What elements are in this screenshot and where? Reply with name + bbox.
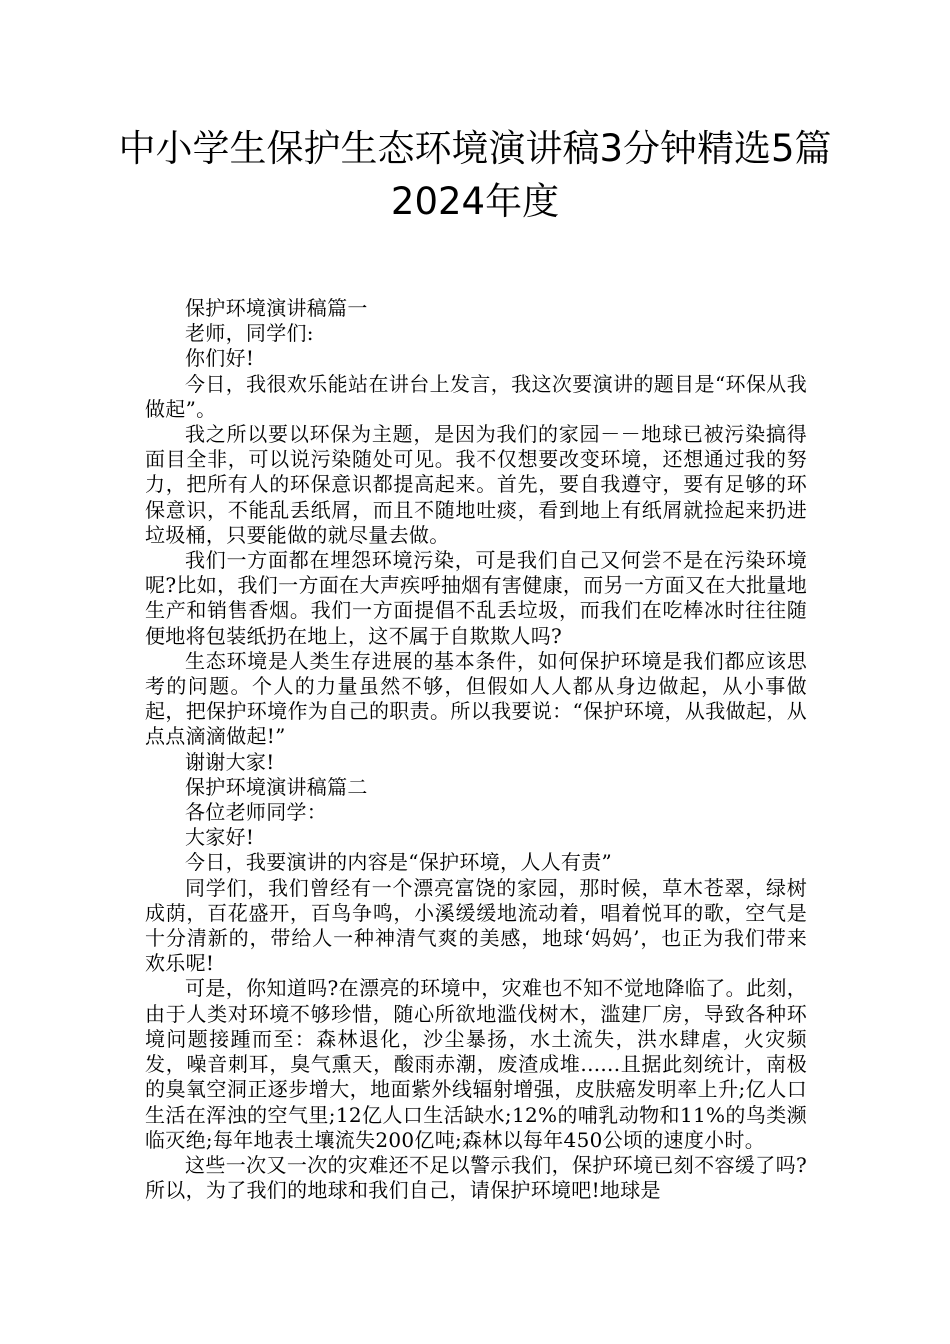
paragraph: 今日，我要演讲的内容是“保护环境，人人有责” — [185, 850, 613, 875]
section-heading-1: 保护环境演讲稿篇一 — [185, 296, 368, 320]
paragraph: 我们一方面都在埋怨环境污染，可是我们自己又何尝不是在污染环境呢?比如，我们一方面在大声疾呼抽烟有害健康，而另一方面又在大批量地生产和销售香烟。我们一方面提倡不乱丢垃圾，而我们在吃棒冰时往往随便地将包装纸扔在地上，这不属于自欺欺人吗? — [145, 548, 807, 648]
paragraph: 生态环境是人类生存进展的基本条件，如何保护环境是我们都应该思考的问题。个人的力量虽然不够，但假如人人都从身边做起，从小事做起，把保护环境作为自己的职责。所以我要说：“保护环境，从我做起，从点点滴滴做起!” — [145, 648, 807, 749]
paragraph: 可是，你知道吗?在漂亮的环境中，灾难也不知不觉地降临了。此刻，由于人类对环境不够珍惜，随心所欲地滥伐树木，滥建厂房，导致各种环境问题接踵而至：森林退化，沙尘暴扬，水土流失，洪水肆虐，火灾频发，噪音刺耳，臭气熏天，酸雨赤潮，废渣成堆......且据此刻统计，南极的臭氧空洞正逐步增大，地面紫外线辐射增强，皮肤癌发明率上升;亿人口生活在浑浊的空气里;12亿人口生活缺水;12%的哺乳动物和11%的鸟类濒临灭绝;每年地表土壤流失200亿吨;森林以每年450公顷的速度小时。 — [145, 976, 807, 1152]
closing: 谢谢大家! — [185, 749, 275, 774]
paragraph: 我之所以要以环保为主题，是因为我们的家园－－地球已被污染搞得面目全非，可以说污染随处可见。我不仅想要改变环境，还想通过我的努力，把所有人的环保意识都提高起来。首先，要自我遵守，要有足够的环保意识，不能乱丢纸屑，而且不随地吐痰，看到地上有纸屑就捡起来扔进垃圾桶，只要能做的就尽量去做。 — [145, 422, 807, 547]
salutation: 各位老师同学： — [185, 800, 328, 825]
paragraph: 这些一次又一次的灾难还不足以警示我们，保护环境已刻不容缓了吗?所以，为了我们的地球和我们自己，请保护环境吧!地球是 — [145, 1152, 807, 1203]
greeting: 大家好! — [185, 825, 255, 850]
greeting: 你们好! — [185, 346, 255, 371]
document-body — [145, 296, 807, 1203]
salutation: 老师，同学们: — [185, 321, 314, 346]
paragraph: 今日，我很欢乐能站在讲台上发言，我这次要演讲的题目是“环保从我做起”。 — [145, 371, 807, 421]
document-title: 中小学生保护生态环境演讲稿3分钟精选5篇2024年度 — [118, 127, 832, 223]
paragraph: 同学们，我们曾经有一个漂亮富饶的家园，那时候，草木苍翠，绿树成荫，百花盛开，百鸟争鸣，小溪缓缓地流动着，唱着悦耳的歌，空气是十分清新的，带给人一种神清气爽的美感，地球‘妈妈’，也正为我们带来欢乐呢! — [145, 875, 807, 976]
section-heading-2: 保护环境演讲稿篇二 — [185, 774, 368, 799]
